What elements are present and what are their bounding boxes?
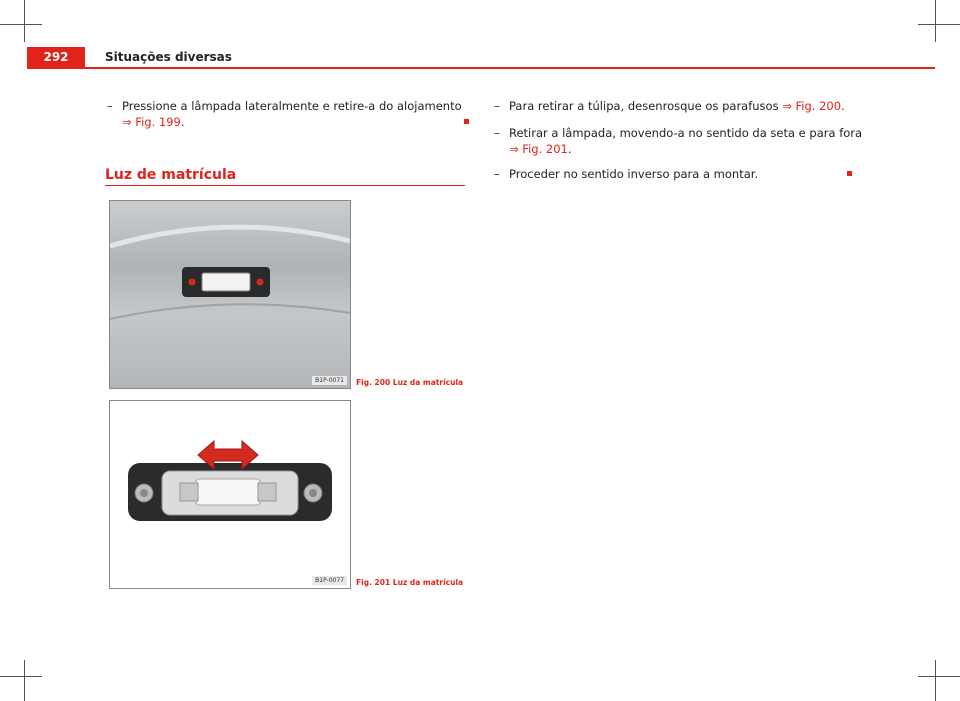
figure-201-caption: Fig. 201 Luz da matrícula: [356, 578, 464, 587]
step-text: Proceder no sentido inverso para a montar.: [509, 167, 759, 181]
step-suffix: .: [180, 115, 185, 129]
figure-link[interactable]: ⇒ Fig. 201: [509, 142, 568, 156]
step-dash: –: [107, 99, 113, 113]
figure-200-image: [109, 200, 351, 389]
step-text: Para retirar a túlipa, desenrosque os parafusos: [509, 99, 783, 113]
end-of-section-marker: [847, 171, 852, 176]
crop-mark: [935, 0, 936, 42]
crop-mark: [918, 24, 960, 25]
figure-link[interactable]: ⇒ Fig. 200: [782, 99, 842, 113]
page-title: Situações diversas: [105, 50, 232, 64]
figure-201-image: [109, 400, 351, 589]
crop-mark: [918, 676, 960, 677]
left-step-1: [107, 98, 467, 132]
section-title: Luz de matrícula: [105, 167, 237, 183]
right-step-1: [494, 98, 874, 114]
crop-mark: [0, 24, 42, 25]
step-dash: –: [494, 126, 500, 140]
crop-mark: [24, 660, 25, 701]
step-suffix: .: [841, 99, 845, 113]
step-dash: –: [494, 99, 500, 113]
crop-mark: [24, 0, 25, 42]
figure-200-caption: Fig. 200 Luz da matrícula: [356, 378, 464, 387]
license-plate-light-photo: [110, 201, 350, 388]
figure-link[interactable]: ⇒ Fig. 199: [122, 115, 181, 129]
page-number: 292: [27, 47, 85, 67]
end-of-section-marker: [464, 119, 469, 124]
figure-code: B1P-0077: [312, 576, 347, 585]
crop-mark: [935, 660, 936, 701]
right-step-3: [494, 166, 874, 182]
step-dash: –: [494, 167, 500, 181]
right-step-2: [494, 125, 874, 159]
section-rule: [105, 185, 465, 186]
crop-mark: [0, 676, 42, 677]
lamp-removal-illustration: [110, 401, 350, 588]
figure-code: B1P-0071: [312, 376, 347, 385]
step-text: Pressione a lâmpada lateralmente e retire-a do alojamento: [122, 99, 462, 113]
header-rule: [27, 67, 935, 69]
step-suffix: .: [567, 142, 572, 156]
step-text: Retirar a lâmpada, movendo-a no sentido da seta e para fora: [509, 126, 863, 140]
